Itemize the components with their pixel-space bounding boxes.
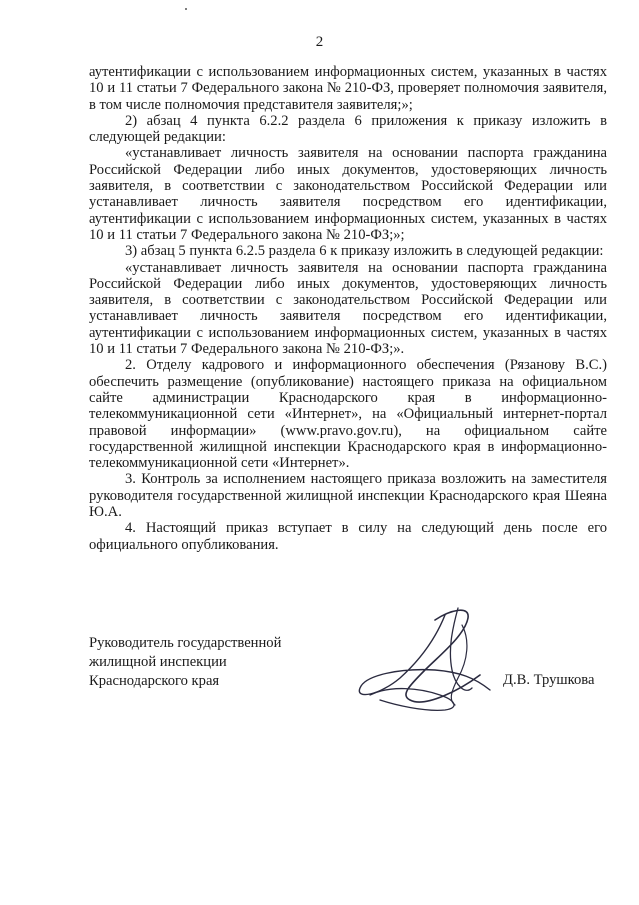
handwritten-signature [340,600,510,730]
signatory-position-line: Руководитель государственной [89,635,282,651]
page-number: 2 [315,34,324,50]
paragraph-quote-2: «устанавливает личность заявителя на основании паспорта гражданина Российской Федерации либо иных документов, удостоверяющих личность заявителя, в соответствии с законодательством Российской Федерации или устанавливает личность заявителя посредством его идентификации, аутентификации с использованием информационных систем, указанных в частях 10 и 11 статьи 7 Федерального закона № 210-ФЗ;». [89,259,607,358]
paragraph-continuation: аутентификации с использованием информационных систем, указанных в частях 10 и 11 статьи 7 Федерального закона № 210-ФЗ, проверяет полномочия заявителя, в том числе полномочия представителя заявителя;»; [89,64,607,113]
signatory-name: Д.В. Трушкова [503,672,595,688]
document-body [89,64,607,553]
signatory-position-line: жилищной инспекции [89,654,227,670]
paragraph-item-2: 2) абзац 4 пункта 6.2.2 раздела 6 приложения к приказу изложить в следующей редакции: [89,112,607,146]
paragraph-item-3: 3) абзац 5 пункта 6.2.5 раздела 6 к приказу изложить в следующей редакции: [125,243,604,260]
signatory-position [89,634,281,691]
scan-speck [185,8,187,10]
paragraph-clause-3: 3. Контроль за исполнением настоящего приказа возложить на заместителя руководителя государственной жилищной инспекции Краснодарского края Шеяна Ю.А. [89,471,607,521]
signatory-position-line: Краснодарского края [89,673,220,689]
paragraph-quote-1: «устанавливает личность заявителя на основании паспорта гражданина Российской Федерации либо иных документов, удостоверяющих личность заявителя, в соответствии с законодательством Российской Федерации или устанавливает личность заявителя посредством его идентификации, аутентификации с использованием информационных систем, указанных в частях 10 и 11 статьи 7 Федерального закона № 210-ФЗ;»; [89,145,607,243]
paragraph-clause-4: 4. Настоящий приказ вступает в силу на следующий день после его официального опубликования. [89,520,607,553]
paragraph-clause-2: 2. Отделу кадрового и информационного обеспечения (Рязанову В.С.) обеспечить размещение (опубликование) настоящего приказа на официальном сайте администрации Краснодарского края в информационно-телекоммуникационной сети «Интернет», на «Официальный интернет-портал правовой информации» (www.pravo.gov.ru), на официальном сайте государственной жилищной инспекции Краснодарского края в информационно-телекоммуникационной сети «Интернет». [89,357,607,472]
